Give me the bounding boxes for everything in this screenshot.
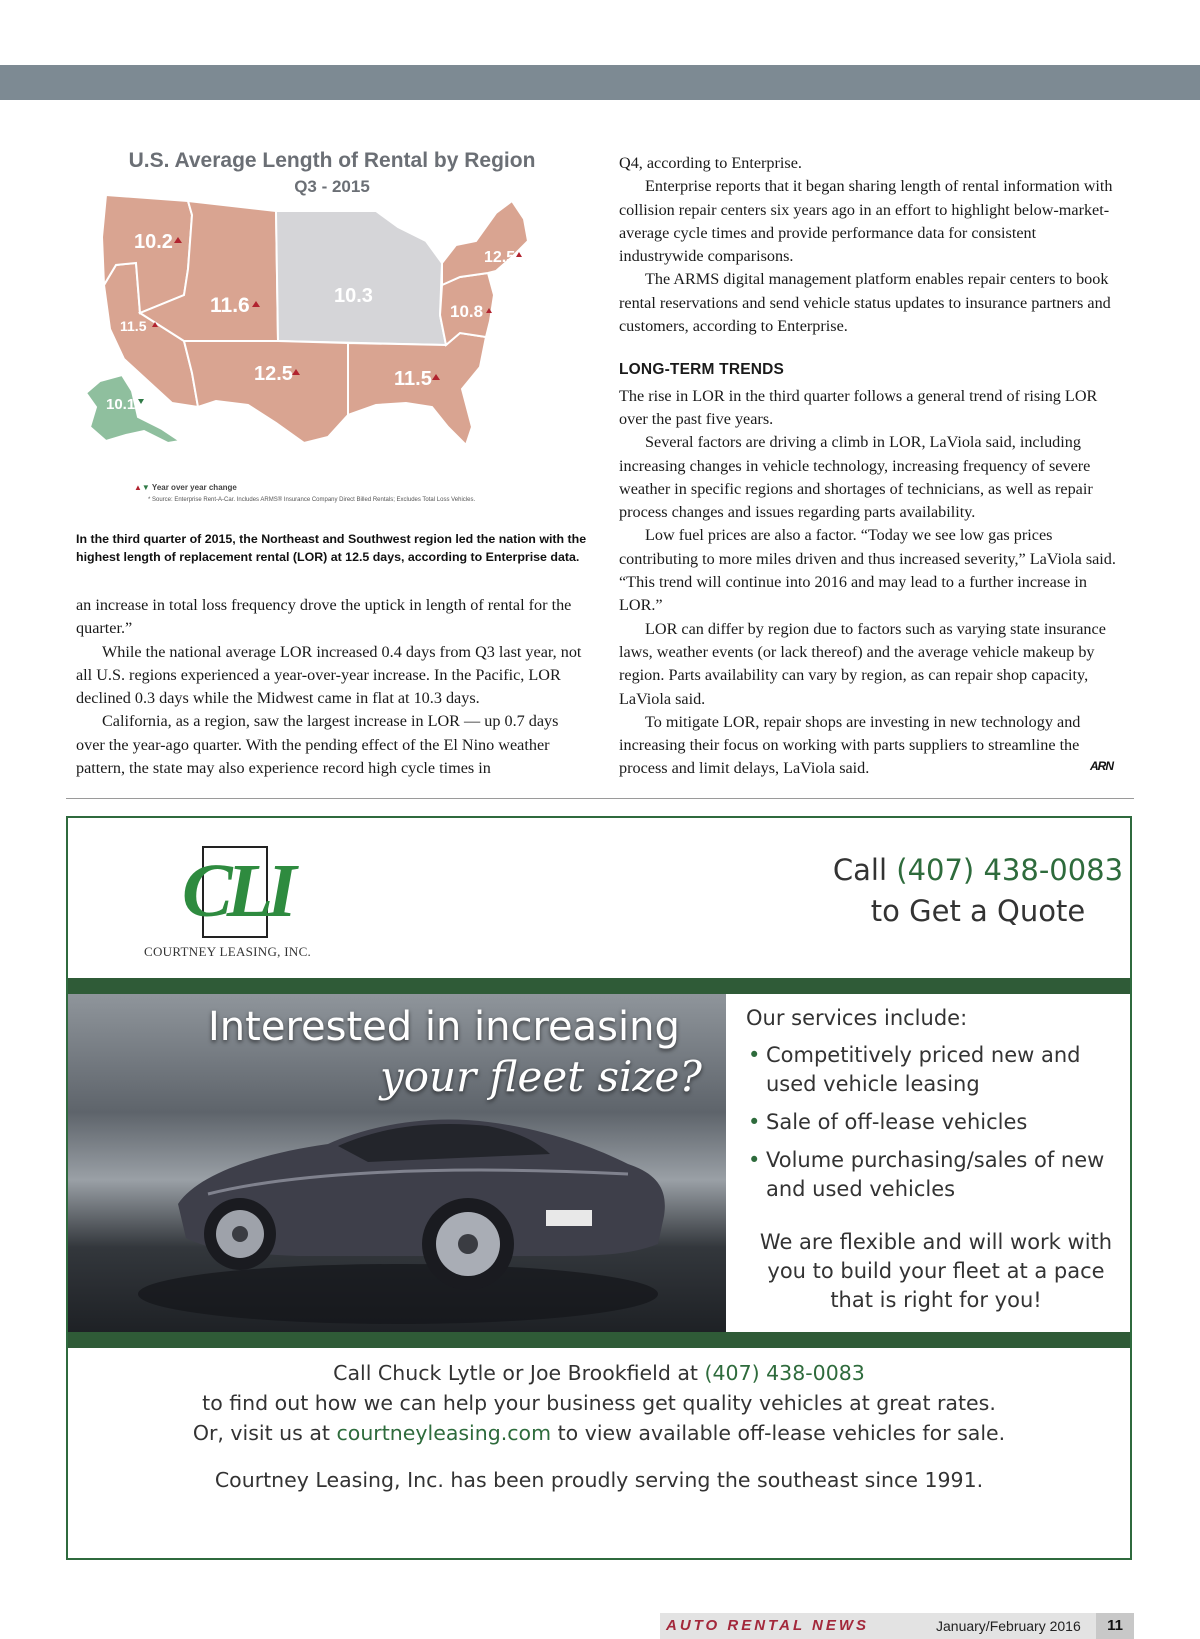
since-line: Courtney Leasing, Inc. has been proudly serving the southeast since 1991. xyxy=(214,1468,984,1492)
service-item: • Volume purchasing/sales of new and used vehicles xyxy=(746,1146,1118,1204)
region-midwest xyxy=(276,211,446,345)
paragraph: To mitigate LOR, repair shops are investing in new technology and increasing their focus on working with parts suppliers to streamline the process and limit delays, LaViola said. xyxy=(619,712,1081,778)
magazine-name: AUTO RENTAL NEWS xyxy=(666,1617,870,1634)
label-northeast: 12.5 xyxy=(484,249,516,266)
page-footer xyxy=(660,1613,1134,1639)
label-southwest: 12.5 xyxy=(254,363,293,385)
green-band xyxy=(68,978,1130,994)
visit-suffix: to view available off-lease vehicles for sale. xyxy=(557,1421,1006,1445)
paragraph: LOR can differ by region due to factors such as varying state insurance laws, weather events (or lack thereof) and the average vehicle makeup by region. Parts availability can vary by region, as can repair shop capacity, LaViola said. xyxy=(619,619,1106,708)
visit-prefix: Or, visit us at xyxy=(192,1421,330,1445)
header-bar xyxy=(0,65,1200,100)
car-photo xyxy=(68,994,726,1332)
paragraph: Low fuel prices are also a factor. “Today we see low gas prices contributing to more miles driven and thus increased severity,” LaViola said. “This trend will continue into 2016 and may lead to a further increase in LOR.” xyxy=(619,526,1116,615)
paragraph: The ARMS digital management platform enables repair centers to book rental reservations and send vehicle status updates to insurance partners and customers, according to Enterprise. xyxy=(619,270,1111,336)
article-left-column xyxy=(76,594,586,780)
flexibility-note: We are flexible and will work with you to build your fleet at a pace that is right for you! xyxy=(759,1230,1113,1312)
contact-prefix: Call Chuck Lytle or Joe Brookfield at xyxy=(333,1361,698,1385)
legend-updown-icon: ▲ xyxy=(134,483,142,492)
us-region-map xyxy=(76,145,588,515)
figure-source: * Source: Enterprise Rent-A-Car. Includes ARMS® Insurance Company Direct Billed Rentals; Excludes Total Loss Vehicles. xyxy=(148,497,476,503)
label-mountain: 11.6 xyxy=(210,294,250,317)
figure-legend xyxy=(134,483,237,492)
divider xyxy=(66,798,1134,799)
ad-headline: Interested in increasing xyxy=(208,1004,680,1050)
label-northwest: 10.2 xyxy=(134,231,173,253)
call-prefix: Call xyxy=(832,853,888,887)
issue-date: January/February 2016 xyxy=(936,1618,1081,1634)
paragraph: The rise in LOR in the third quarter follows a general trend of rising LOR over the past five years. xyxy=(619,386,1098,428)
legend-down-icon: ▼ xyxy=(141,483,150,492)
services-lead: Our services include: xyxy=(746,1006,968,1030)
contact-block xyxy=(68,1358,1130,1495)
article-right-column xyxy=(619,152,1123,781)
service-item: • Sale of off-lease vehicles xyxy=(746,1108,1118,1137)
logo-letters: CLI xyxy=(182,849,291,933)
legend-label: Year over year change xyxy=(151,483,237,492)
label-midwest: 10.3 xyxy=(334,285,373,307)
company-logo xyxy=(122,838,312,959)
company-name: COURTNEY LEASING, INC. xyxy=(144,944,312,959)
service-item: • Competitively priced new and used vehicle leasing xyxy=(746,1041,1118,1099)
contact-line: to find out how we can help your business get quality vehicles at great rates. xyxy=(202,1391,996,1415)
label-alaska: 10.1 xyxy=(106,396,136,413)
label-southeast: 11.5 xyxy=(394,368,432,390)
call-suffix: to Get a Quote xyxy=(870,894,1086,928)
call-to-action xyxy=(768,850,1188,932)
page-number: 11 xyxy=(1096,1613,1134,1639)
phone-link[interactable]: (407) 438-0083 xyxy=(896,853,1124,887)
website-link[interactable]: courtneyleasing.com xyxy=(336,1421,552,1445)
services-list xyxy=(746,1004,1118,1213)
paragraph: While the national average LOR increased 0.4 days from Q3 last year, not all U.S. regions experienced a year-over-year increase. In the Pacific, LOR declined 0.3 days while the Midwest came in flat at 10.3 days. xyxy=(76,642,582,708)
paragraph: Q4, according to Enterprise. xyxy=(619,154,802,172)
arrow-down-alaska xyxy=(138,399,144,404)
arn-end-mark: ARN xyxy=(1090,759,1113,773)
paragraph: California, as a region, saw the largest increase in LOR — up 0.7 days over the year-ago quarter. With the pending effect of the El Nino weather pattern, the state may also experience record high cycle times in xyxy=(76,712,559,778)
figure-caption: In the third quarter of 2015, the Northeast and Southwest region led the nation with the highest length of replacement rental (LOR) at 12.5 days, according to Enterprise data. xyxy=(76,532,587,564)
region-southwest xyxy=(184,341,348,443)
green-band xyxy=(68,1332,1130,1348)
ad-headline-script: your fleet size? xyxy=(380,1052,702,1101)
paragraph: Enterprise reports that it began sharing length of rental information with collision repair centers six years ago in an effort to highlight below-market-average cycle times and provide performance data for consistent industrywide comparisons. xyxy=(619,177,1113,266)
figure-title: U.S. Average Length of Rental by Region xyxy=(128,149,536,172)
contact-phone-link[interactable]: (407) 438-0083 xyxy=(704,1361,865,1385)
section-subhead: LONG-TERM TRENDS xyxy=(619,361,785,379)
region-northeast xyxy=(442,201,528,285)
courtney-leasing-ad xyxy=(66,816,1132,1560)
label-mid-atlantic: 10.8 xyxy=(450,302,484,321)
rental-length-map-figure xyxy=(76,145,588,515)
license-plate xyxy=(546,1210,592,1226)
paragraph: an increase in total loss frequency drove the uptick in length of rental for the quarter.” xyxy=(76,596,572,638)
label-pacific: 11.5 xyxy=(120,318,147,334)
paragraph: Several factors are driving a climb in LOR, LaViola said, including increasing changes in vehicle technology, increasing frequency of severe weather in specific regions and shortages of technicians, as well as repair process changes and issues regarding parts availability. xyxy=(619,433,1093,522)
figure-subtitle: Q3 - 2015 xyxy=(294,177,370,196)
